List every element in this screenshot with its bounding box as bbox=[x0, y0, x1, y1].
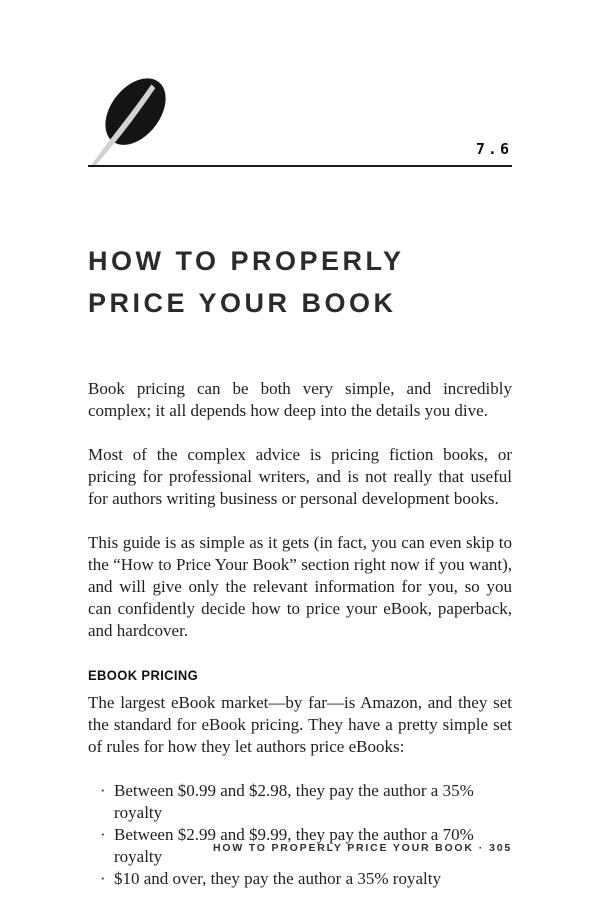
page-title bbox=[88, 240, 405, 324]
footer-running-title: HOW TO PROPERLY PRICE YOUR BOOK bbox=[213, 842, 474, 854]
footer-separator: · bbox=[478, 842, 485, 854]
bullet-icon: · bbox=[100, 869, 106, 888]
list-item-text: Between $0.99 and $2.98, they pay the author a 35% royalty bbox=[114, 781, 474, 822]
chapter-number: 7.6 bbox=[475, 140, 512, 158]
intro-paragraph: Most of the complex advice is pricing fiction books, or pricing for professional writers, and is not really that useful for authors writing business or personal development books. bbox=[88, 445, 512, 508]
list-item bbox=[100, 868, 512, 890]
section-heading-ebook-pricing: EBOOK PRICING bbox=[88, 668, 199, 683]
header-divider bbox=[88, 165, 512, 167]
intro-paragraph: Book pricing can be both very simple, and incredibly complex; it all depends how deep into the details you dive. bbox=[88, 379, 512, 420]
footer-page-number: 305 bbox=[489, 842, 512, 854]
running-footer bbox=[213, 842, 512, 854]
bullet-icon: · bbox=[100, 825, 106, 844]
list-item-text: Between $2.99 and $9.99, they pay the author a 70% royalty bbox=[114, 825, 474, 866]
list-item bbox=[100, 780, 512, 824]
page-title-line-2: PRICE YOUR BOOK bbox=[88, 288, 397, 318]
royalty-rules-list bbox=[88, 780, 512, 890]
intro-paragraph: This guide is as simple as it gets (in fact, you can even skip to the “How to Price Your Book” section right now if you want), and will give only the relevant information for you, so you can confidently decide how to price your eBook, paperback, and hardcover. bbox=[88, 533, 512, 640]
quill-feather-icon bbox=[81, 74, 175, 168]
page-title-line-1: HOW TO PROPERLY bbox=[88, 246, 405, 276]
bullet-icon: · bbox=[100, 781, 106, 800]
body-text bbox=[88, 378, 512, 890]
list-item-text: $10 and over, they pay the author a 35% royalty bbox=[114, 869, 441, 888]
section-paragraph: The largest eBook market—by far—is Amazon, and they set the standard for eBook pricing. They have a pretty simple set of rules for how they let authors price eBooks: bbox=[88, 693, 512, 756]
page-content bbox=[88, 0, 512, 900]
